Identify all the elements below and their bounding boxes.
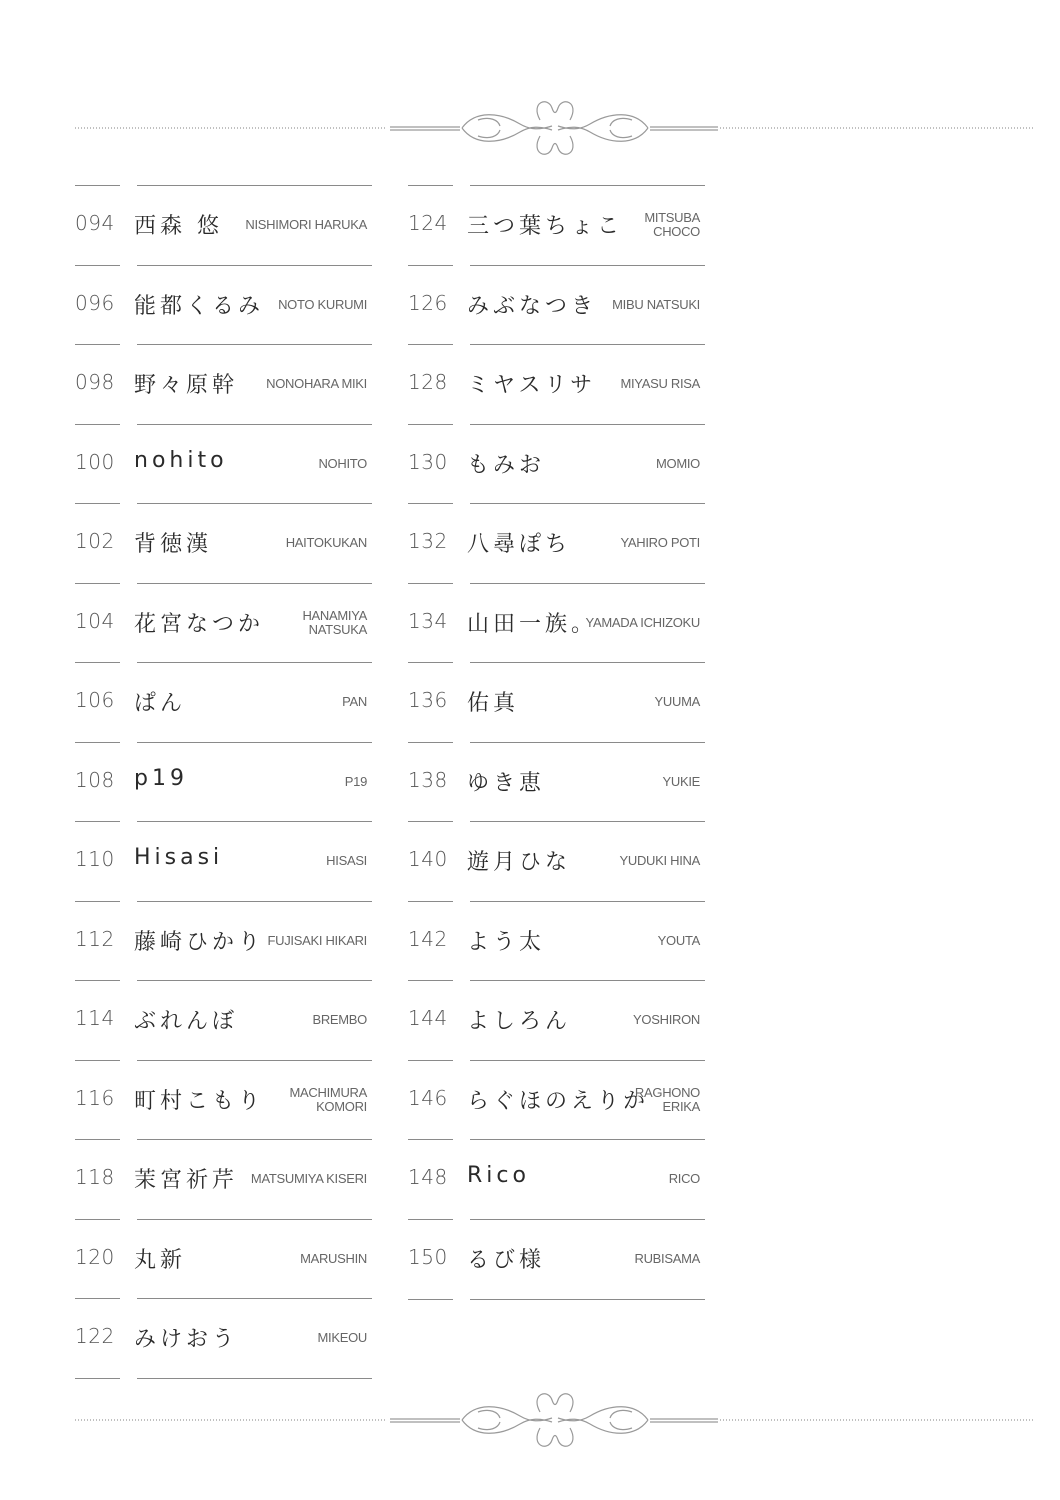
divider: [137, 503, 372, 504]
artist-name: Hisasi: [134, 845, 224, 870]
contributor-entry: [408, 1060, 708, 1140]
artist-name: 背徳漢: [134, 532, 213, 557]
page-number: 108: [75, 767, 115, 792]
page-number: 140: [408, 847, 448, 871]
page-number: 136: [408, 688, 448, 712]
divider: [75, 901, 120, 902]
artist-name: 西森 悠: [134, 214, 223, 239]
contributor-entry: [408, 980, 708, 1060]
page-number: 110: [75, 847, 115, 871]
divider: [470, 424, 705, 425]
divider: [75, 1219, 120, 1220]
artist-name: 野々原幹: [134, 373, 239, 398]
artist-name-romanized: YUUMA: [654, 694, 700, 709]
divider: [408, 424, 453, 425]
contributor-entry: [75, 185, 375, 265]
divider: [75, 662, 120, 663]
divider: [137, 1298, 372, 1299]
divider: [75, 1298, 120, 1299]
divider: [408, 1219, 453, 1220]
contributor-entry: [75, 1219, 375, 1299]
artist-name-romanized: HANAMIYA NATSUKA: [302, 607, 367, 637]
artist-name: よしろん: [467, 1009, 572, 1034]
divider: [408, 662, 453, 663]
divider: [470, 344, 705, 345]
page-number: 096: [75, 290, 115, 315]
artist-name: 山田一族。: [467, 611, 598, 637]
contributor-entry: [408, 583, 708, 663]
artist-name: 町村こもり: [134, 1088, 265, 1114]
page-number: 118: [75, 1165, 115, 1189]
artist-name-romanized: P19: [344, 773, 367, 789]
artist-name: Rico: [467, 1163, 530, 1188]
divider: [137, 1060, 372, 1061]
page-number: 094: [75, 211, 115, 235]
divider: [408, 265, 453, 266]
artist-name: 藤崎ひかり: [134, 929, 265, 955]
artist-name-romanized: MATSUMIYA KISERI: [250, 1171, 367, 1186]
divider: [408, 1139, 453, 1140]
page-number: 120: [75, 1244, 115, 1269]
artist-name: よう太: [467, 929, 546, 955]
artist-name-romanized: RAGHONO ERIKA: [634, 1084, 700, 1114]
flourish-ornament-icon: [0, 90, 1060, 170]
artist-name-romanized: RICO: [668, 1171, 700, 1186]
divider: [470, 980, 705, 981]
divider: [470, 503, 705, 504]
divider: [470, 901, 705, 902]
artist-name-romanized: YOSHIRON: [633, 1012, 700, 1027]
page-number: 102: [75, 529, 115, 553]
divider: [408, 185, 453, 186]
page-number: 132: [408, 529, 448, 553]
page-number: 126: [408, 290, 448, 315]
contributor-entry: [75, 1060, 375, 1140]
flourish-ornament-icon: [0, 1382, 1060, 1462]
divider: [137, 901, 372, 902]
divider: [137, 662, 372, 663]
contributor-entry: [75, 980, 375, 1060]
divider: [75, 265, 120, 266]
contributor-entry: [408, 901, 708, 981]
contributor-entry: [408, 185, 708, 265]
contributor-entry: [75, 662, 375, 742]
divider: [75, 344, 120, 345]
artist-name-romanized: YAMADA ICHIZOKU: [585, 614, 700, 630]
divider: [470, 185, 705, 186]
contributor-entry: [75, 424, 375, 504]
divider: [137, 1139, 372, 1140]
contributor-entry: [75, 1298, 375, 1378]
contributor-entry: [408, 662, 708, 742]
divider: [137, 265, 372, 266]
artist-name-romanized: MIKEOU: [317, 1330, 367, 1345]
artist-name-romanized: MACHIMURA KOMORI: [289, 1084, 367, 1114]
divider: [408, 344, 453, 345]
divider: [408, 503, 453, 504]
artist-name-romanized: NOHITO: [318, 455, 367, 471]
divider: [75, 503, 120, 504]
contributor-entry: [408, 1139, 708, 1219]
divider: [470, 821, 705, 822]
contributor-entry: [408, 821, 708, 901]
page-number: 144: [408, 1006, 448, 1030]
page-number: 148: [408, 1165, 448, 1189]
divider: [470, 583, 705, 584]
divider: [470, 1139, 705, 1140]
page-number: 116: [75, 1085, 115, 1110]
page-number: 146: [408, 1085, 448, 1110]
divider: [137, 583, 372, 584]
artist-name-romanized: MARUSHIN: [300, 1250, 367, 1266]
page-number: 142: [408, 926, 448, 951]
artist-name: 八尋ぽち: [467, 532, 572, 557]
page-number: 130: [408, 449, 448, 474]
page-number: 106: [75, 688, 115, 712]
divider: [408, 742, 453, 743]
contributor-entry: [408, 742, 708, 822]
contributor-entry: [75, 901, 375, 981]
artist-name-romanized: NONOHARA MIKI: [266, 376, 367, 391]
divider: [137, 980, 372, 981]
page-number: 098: [75, 370, 115, 394]
contributor-entry: [75, 344, 375, 424]
contributor-entry: [408, 424, 708, 504]
contributor-entry: [408, 1219, 708, 1299]
artist-name-romanized: YUKIE: [662, 773, 700, 789]
divider: [408, 583, 453, 584]
divider: [137, 185, 372, 186]
divider: [408, 1060, 453, 1061]
artist-name-romanized: NOTO KURUMI: [278, 296, 367, 312]
artist-name-romanized: HISASI: [326, 853, 367, 868]
page-number: 134: [408, 608, 448, 633]
page-number: 150: [408, 1244, 448, 1269]
contributor-entry: [75, 583, 375, 663]
artist-name: みけおう: [134, 1327, 239, 1352]
divider: [75, 424, 120, 425]
divider: [75, 1378, 120, 1379]
divider: [75, 980, 120, 981]
artist-name: 能都くるみ: [134, 293, 265, 319]
page-number: 128: [408, 370, 448, 394]
artist-name: ミヤスリサ: [467, 373, 597, 398]
divider: [470, 1219, 705, 1220]
artist-name: るび様: [467, 1247, 546, 1273]
artist-name-romanized: MITSUBA CHOCO: [644, 210, 700, 239]
divider: [137, 821, 372, 822]
artist-name-romanized: YOUTA: [657, 932, 700, 948]
artist-name: nohito: [134, 447, 228, 473]
page-number: 112: [75, 926, 115, 951]
artist-name-romanized: MIBU NATSUKI: [612, 296, 700, 312]
divider: [75, 1060, 120, 1061]
divider: [470, 1299, 705, 1300]
divider: [408, 821, 453, 822]
divider: [470, 742, 705, 743]
contributor-entry: [75, 821, 375, 901]
contributor-entry: [75, 503, 375, 583]
contributor-entry: [408, 265, 708, 345]
divider: [137, 424, 372, 425]
artist-name-romanized: MIYASU RISA: [620, 376, 700, 391]
page-number: 138: [408, 767, 448, 792]
divider: [137, 742, 372, 743]
artist-name: 丸新: [134, 1247, 187, 1273]
artist-name-romanized: PAN: [342, 694, 367, 709]
artist-name-romanized: RUBISAMA: [634, 1250, 700, 1266]
contributor-entry: [408, 344, 708, 424]
contributor-entry: [75, 265, 375, 345]
artist-name: ぶれんぼ: [134, 1009, 239, 1034]
contributor-entry: [75, 1139, 375, 1219]
divider: [137, 1378, 372, 1379]
divider: [408, 1299, 453, 1300]
artist-name: もみお: [467, 452, 546, 478]
divider: [470, 662, 705, 663]
divider: [408, 980, 453, 981]
page-number: 100: [75, 449, 115, 474]
artist-name-romanized: MOMIO: [656, 455, 700, 471]
divider: [75, 821, 120, 822]
page-number: 104: [75, 608, 115, 633]
artist-name-romanized: NISHIMORI HARUKA: [245, 217, 367, 232]
artist-name: 茉宮祈芹: [134, 1168, 239, 1193]
artist-name: p19: [134, 765, 188, 791]
divider: [470, 265, 705, 266]
contributor-entry: [408, 503, 708, 583]
divider: [75, 583, 120, 584]
divider: [470, 1060, 705, 1061]
divider: [137, 344, 372, 345]
divider: [75, 1139, 120, 1140]
artist-name: みぶなつき: [467, 293, 598, 319]
artist-name: 遊月ひな: [467, 850, 572, 875]
divider: [75, 185, 120, 186]
artist-name: ゆき恵: [467, 770, 546, 796]
artist-name: 三つ葉ちょこ: [467, 214, 624, 239]
artist-name-romanized: FUJISAKI HIKARI: [267, 932, 367, 948]
divider: [408, 901, 453, 902]
artist-name: 花宮なつか: [134, 611, 265, 637]
contributor-entry: [75, 742, 375, 822]
divider: [75, 742, 120, 743]
divider: [137, 1219, 372, 1220]
artist-name-romanized: BREMBO: [312, 1012, 367, 1027]
artist-name: ぱん: [134, 691, 187, 716]
page-number: 124: [408, 211, 448, 235]
artist-name-romanized: HAITOKUKAN: [285, 535, 367, 550]
artist-name-romanized: YUDUKI HINA: [619, 853, 700, 868]
page-number: 114: [75, 1006, 115, 1030]
artist-name: らぐほのえりか: [467, 1088, 650, 1114]
artist-name-romanized: YAHIRO POTI: [620, 535, 700, 550]
artist-name: 佑真: [467, 691, 520, 716]
page-number: 122: [75, 1324, 115, 1348]
